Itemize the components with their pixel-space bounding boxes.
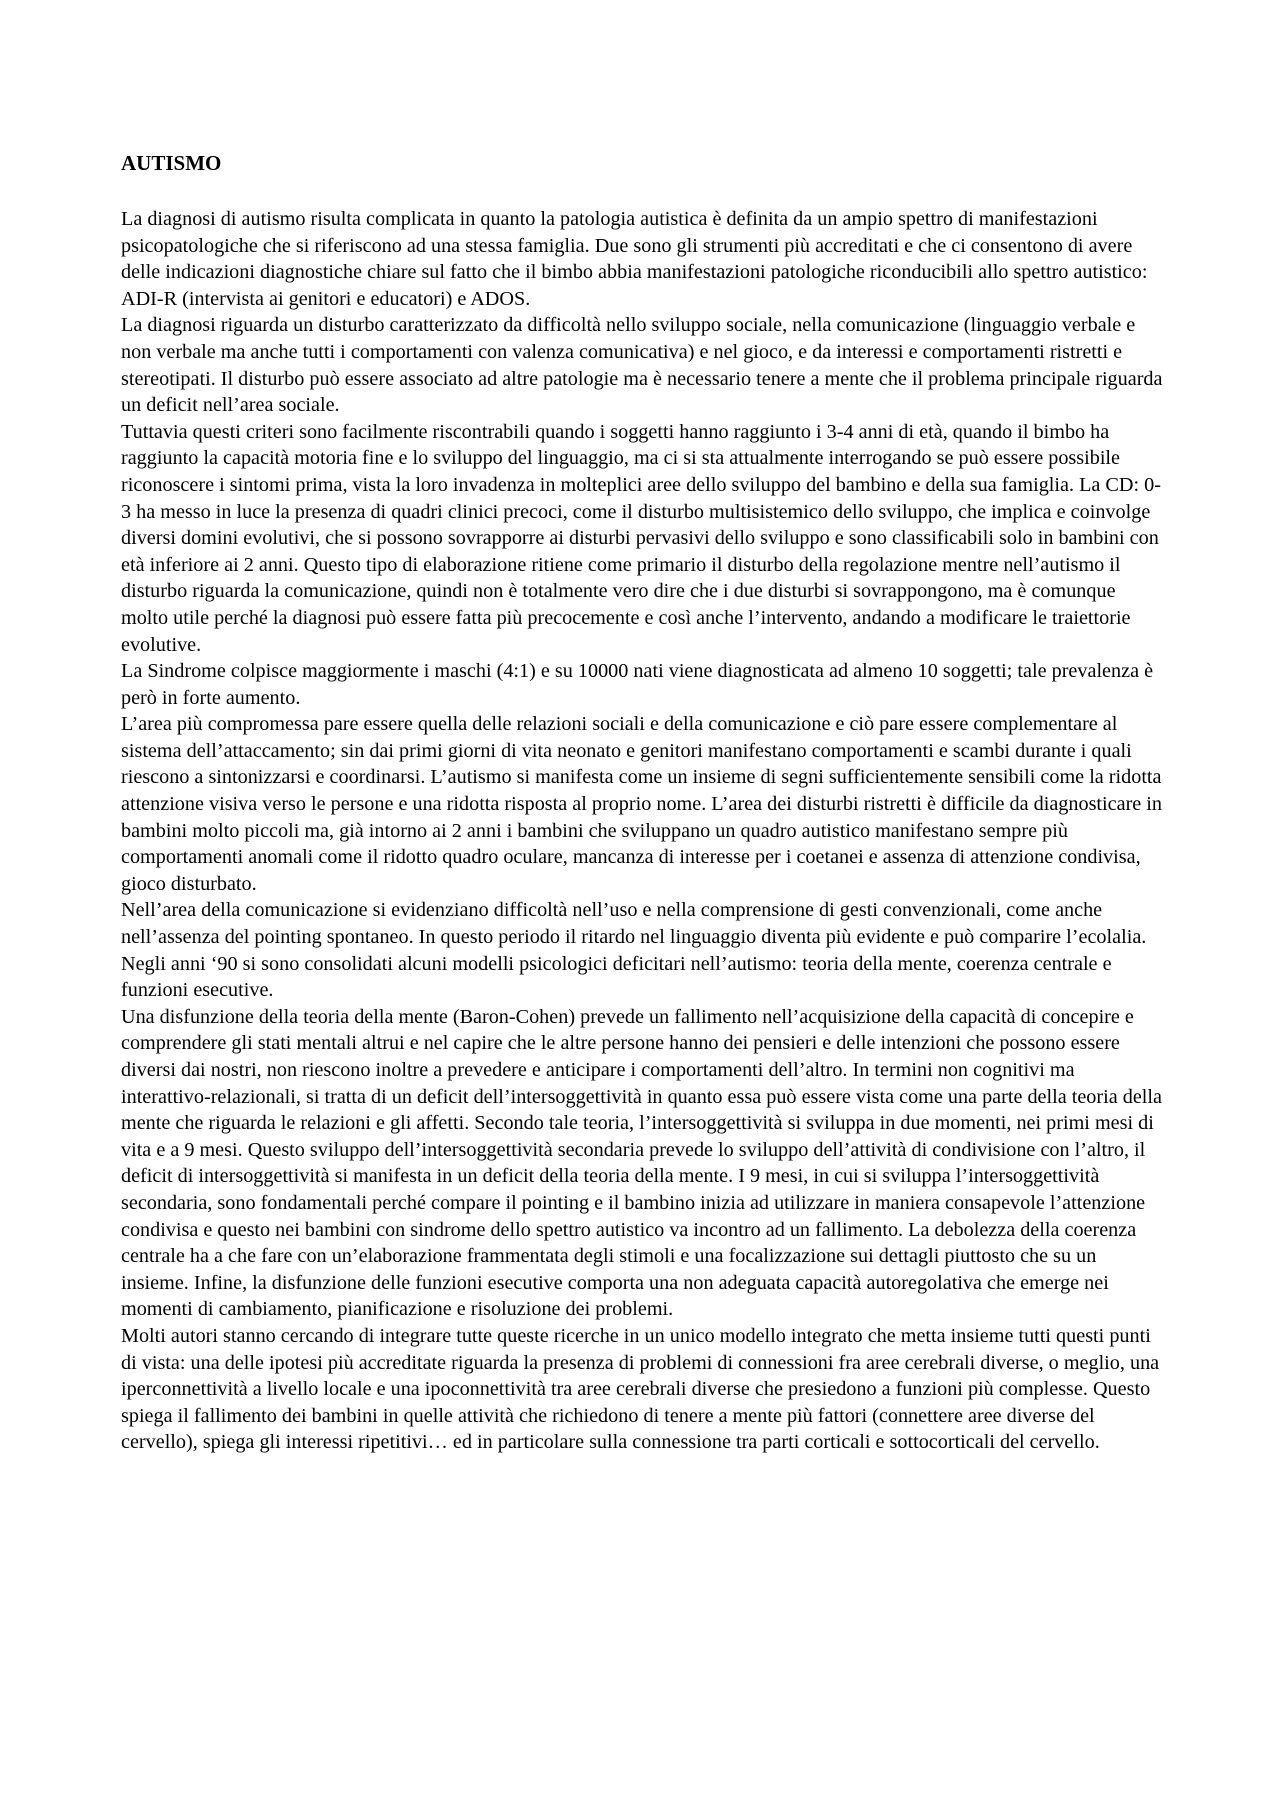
paragraph-diagnosi-disturbo: La diagnosi riguarda un disturbo caratterizzato da difficoltà nello sviluppo sociale, nella comunicazione (linguaggio verbale e non verbale ma anche tutti i comportamenti con valenza comunicativa) e nel gioco, e da interessi e comportamenti ristretti e stereotipati. Il disturbo può essere associato ad altre patologie ma è necessario tenere a mente che il problema principale riguarda un deficit nell’area sociale. <box>121 314 1163 417</box>
paragraph-teoria-mente: Una disfunzione della teoria della mente (Baron-Cohen) prevede un fallimento nell’acquisizione della capacità di concepire e comprendere gli stati mentali altrui e nel capire che le altre persone hanno dei pensieri e delle intenzioni che possono essere diversi dai nostri, non riescono inoltre a prevedere e anticipare i comportamenti dell’altro. In termini non cognitivi ma interattivo-relazionali, si tratta di un deficit dell’intersoggettività in quanto essa può essere vista come una parte della teoria della mente che riguarda le relazioni e gli affetti. Secondo tale teoria, l’intersoggettività si sviluppa in due momenti, nei primi mesi di vita e a 9 mesi. Questo sviluppo dell’intersoggettività secondaria prevede lo sviluppo dell’attività di condivisione con l’altro, il deficit di intersoggettività si manifesta in un deficit della teoria della mente. I 9 mesi, in cui si sviluppa l’intersoggettività secondaria, sono fondamentali perché compare il pointing e il bambino inizia ad utilizzare in maniera consapevole l’attenzione condivisa e questo nei bambini con sindrome dello spettro autistico va incontro ad un fallimento. La debolezza della coerenza centrale ha a che fare con un’elaborazione frammentata degli stimoli e una focalizzazione sui dettagli piuttosto che su un insieme. Infine, la disfunzione delle funzioni esecutive comporta una non adeguata capacità autoregolativa che emerge nei momenti di cambiamento, pianificazione e risoluzione dei problemi. <box>121 1005 1162 1321</box>
paragraph-area-sociale: L’area più compromessa pare essere quella delle relazioni sociali e della comunicazione e ciò pare essere complementare al sistema dell’attaccamento; sin dai primi giorni di vita neonato e genitori manifestano comportamenti e scambi durante i quali riescono a sintonizzarsi e coordinarsi. L’autismo si manifesta come un insieme di segni sufficientemente sensibili come la ridotta attenzione visiva verso le persone e una ridotta risposta al proprio nome. L’area dei disturbi ristretti è difficile da diagnosticare in bambini molto piccoli ma, già intorno ai 2 anni i bambini che sviluppano un quadro autistico manifestano sempre più comportamenti anomali come il ridotto quadro oculare, mancanza di interesse per i coetanei e assenza di attenzione condivisa, gioco disturbato. <box>121 713 1163 895</box>
paragraph-diagnosi-intro: La diagnosi di autismo risulta complicata in quanto la patologia autistica è definita da un ampio spettro di manifestazioni psicopatologiche che si riferiscono ad una stessa famiglia. Due sono gli strumenti più accreditati e che ci consentono di avere delle indicazioni diagnostiche chiare sul fatto che il bimbo abbia manifestazioni patologiche riconducibili allo spettro autistico: ADI-R (intervista ai genitori e educatori) e ADOS. <box>121 208 1148 310</box>
paragraph-modelli-psicologici: Negli anni ‘90 si sono consolidati alcuni modelli psicologici deficitari nell’autismo: teoria della mente, coerenza centrale e funzioni esecutive. <box>121 952 1112 1002</box>
paragraph-criteri-eta: Tuttavia questi criteri sono facilmente riscontrabili quando i soggetti hanno raggiunto i 3-4 anni di età, quando il bimbo ha raggiunto la capacità motoria fine e lo sviluppo del linguaggio, ma ci si sta attualmente interrogando se può essere possibile riconoscere i sintomi prima, vista la loro invadenza in molteplici aree dello sviluppo del bambino e della sua famiglia. La CD: 0-3 ha messo in luce la presenza di quadri clinici precoci, come il disturbo multisistemico dello sviluppo, che implica e coinvolge diversi domini evolutivi, che si possono sovrapporre ai disturbi pervasivi dello sviluppo e sono classificabili solo in bambini con età inferiore ai 2 anni. Questo tipo di elaborazione ritiene come primario il disturbo della regolazione mentre nell’autismo il disturbo riguarda la comunicazione, quindi non è totalmente vero dire che i due disturbi si sovrappongono, ma è comunque molto utile perché la diagnosi può essere fatta più precocemente e così anche l’intervento, andando a modificare le traiettorie evolutive. <box>121 420 1161 656</box>
paragraph-modello-integrato: Molti autori stanno cercando di integrare tutte queste ricerche in un unico modello integrato che metta insieme tutti questi punti di vista: una delle ipotesi più accreditate riguarda la presenza di problemi di connessioni fra aree cerebrali diverse, o meglio, una iperconnettività a livello locale e una ipoconnettività tra aree cerebrali diverse che presiedono a funzioni più complesse. Questo spiega il fallimento dei bambini in quelle attività che richiedono di tenere a mente più fattori (connettere aree diverse del cervello), spiega gli interessi ripetitivi… ed in particolare sulla connessione tra parti corticali e sottocorticali del cervello. <box>121 1324 1160 1454</box>
document-title: AUTISMO <box>121 151 222 175</box>
paragraph-comunicazione: Nell’area della comunicazione si evidenziano difficoltà nell’uso e nella comprensione di gesti convenzionali, come anche nell’assenza del pointing spontaneo. In questo periodo il ritardo nel linguaggio diventa più evidente e può comparire l’ecolalia. <box>121 899 1147 949</box>
paragraph-prevalenza: La Sindrome colpisce maggiormente i maschi (4:1) e su 10000 nati viene diagnosticata ad almeno 10 soggetti; tale prevalenza è però in forte aumento. <box>121 660 1154 709</box>
document-body <box>121 150 1166 1456</box>
